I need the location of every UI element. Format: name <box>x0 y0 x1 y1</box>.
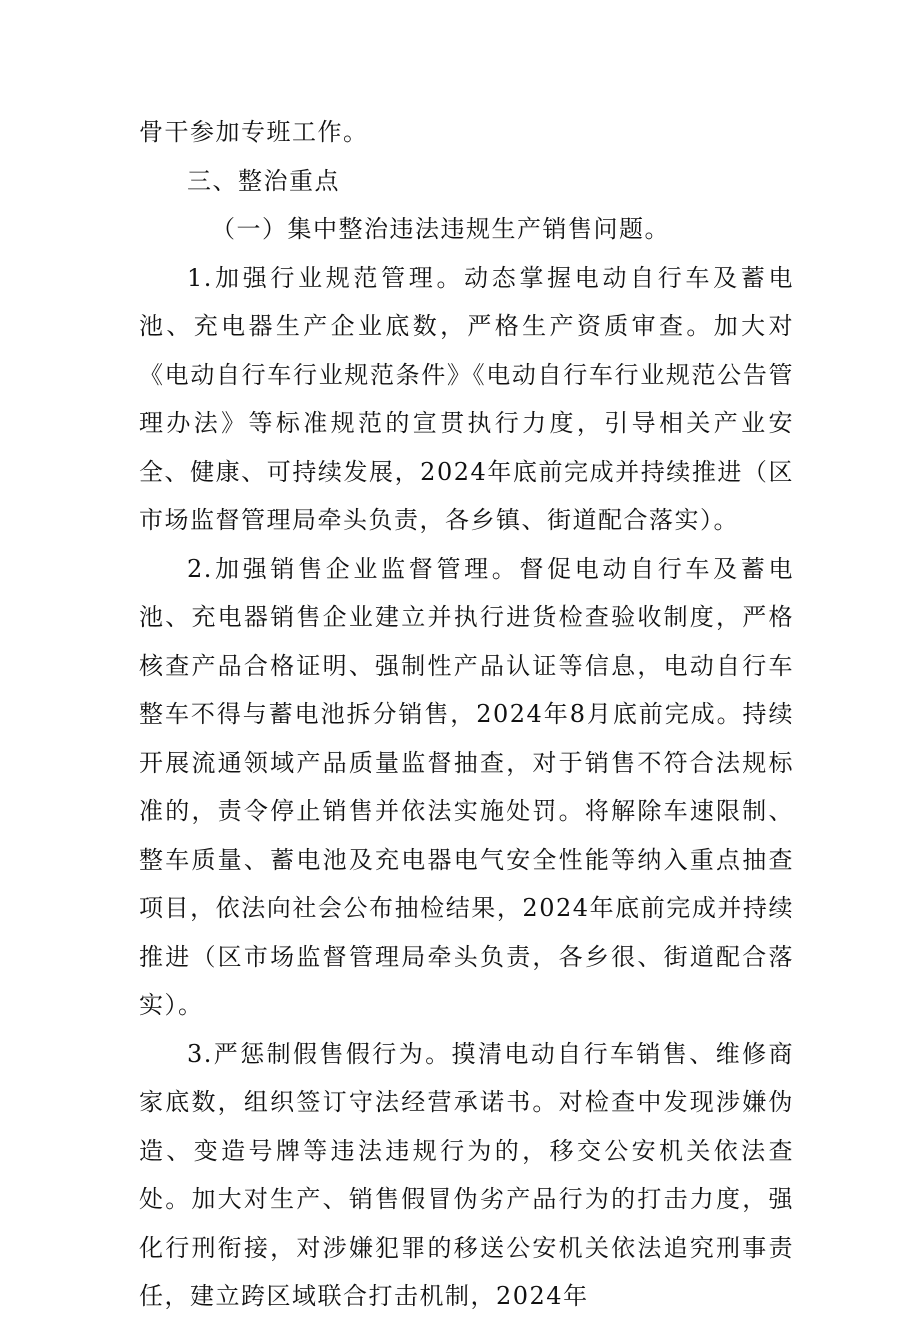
paragraph-item-1: 1.加强行业规范管理。动态掌握电动自行车及蓄电池、充电器生产企业底数，严格生产资质审查。加大对《电动自行车行业规范条件》《电动自行车行业规范公告管理办法》等标准规范的宣贯执行力度，引导相关产业安全、健康、可持续发展，2024年底前完成并持续推进（区市场监督管理局牵头负责，各乡镇、街道配合落实）。 <box>139 263 794 534</box>
section-heading: 三、整治重点 <box>187 166 340 195</box>
paragraph-item-2: 2.加强销售企业监督管理。督促电动自行车及蓄电池、充电器销售企业建立并执行进货检查验收制度，严格核查产品合格证明、强制性产品认证等信息，电动自行车整车不得与蓄电池拆分销售，2024年8月底前完成。持续开展流通领域产品质量监督抽查，对于销售不符合法规标准的，责令停止销售并依法实施处罚。将解除车速限制、整车质量、蓄电池及充电器电气安全性能等纳入重点抽查项目，依法向社会公布抽检结果，2024年底前完成并持续推进（区市场监督管理局牵头负责，各乡很、街道配合落实）。 <box>139 554 794 1019</box>
document-body <box>139 108 794 1321</box>
subsection-heading: （一）集中整治违法违规生产销售问题。 <box>211 215 670 243</box>
paragraph-continuation: 骨干参加专班工作。 <box>139 118 369 146</box>
paragraph-item-3: 3.严惩制假售假行为。摸清电动自行车销售、维修商家底数，组织签订守法经营承诺书。对检查中发现涉嫌伪造、变造号牌等违法违规行为的，移交公安机关依法查处。加大对生产、销售假冒伪劣产品行为的打击力度，强化行刑衔接，对涉嫌犯罪的移送公安机关依法追究刑事责任，建立跨区域联合打击机制，2024年 <box>139 1039 794 1310</box>
